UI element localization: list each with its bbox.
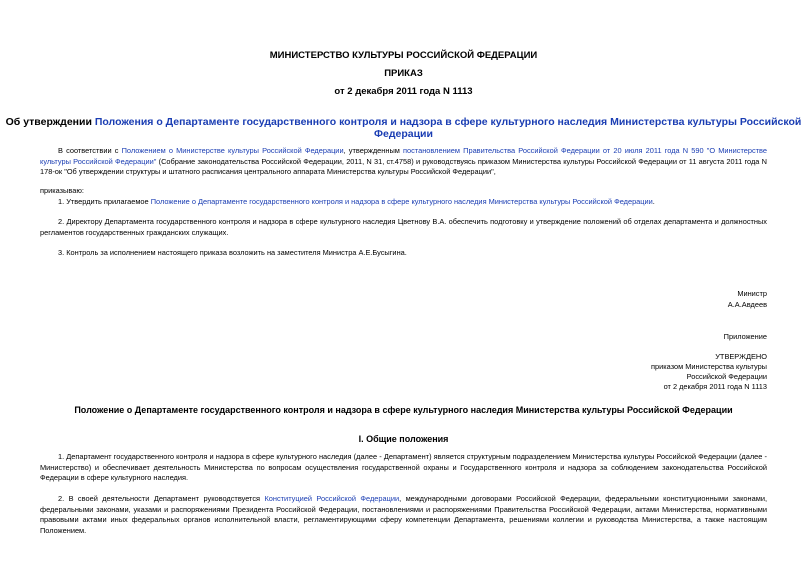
constitution-link[interactable]: Конституцией Российской Федерации: [264, 494, 400, 503]
regulation-paragraph-2: [40, 494, 767, 536]
item-1-link[interactable]: Положение о Департаменте государственного контроля и надзора в сфере культурного наследия Министерства культуры Российской Федерации: [150, 197, 653, 206]
regulation-paragraph-1: [40, 452, 767, 484]
doc-date-heading: от 2 декабря 2011 года N 1113: [334, 86, 473, 97]
regulation-paragraph-1-text: 1. Департамент государственного контроля и надзора в сфере культурного наследия (далее - Департамент) является структурным подразделением Министерства культуры Российской Федерации (далее - Министерство) и обеспечивает деятельность Министерства по вопросам осуществления государственной охраны и Государственного контроля и надзора за соблюдением законодательства Российской Федерации в сфере культурного наследия.: [40, 452, 767, 483]
section-heading: I. Общие положения: [358, 434, 449, 444]
signature-name: А.А.Авдеев: [727, 300, 767, 309]
government-decree-link[interactable]: постановлением Правительства Российской Федерации от 20 июля 2011 года N 590 "О Министерстве культуры Российской Федерации": [40, 146, 768, 166]
doc-title-link[interactable]: Положения о Департаменте государственного контроля и надзора в сфере культурного наследия Министерства культуры Российской Федерации: [94, 116, 802, 140]
order-word: приказываю:: [40, 186, 84, 195]
doc-title-prefix: Об утверждении: [5, 116, 95, 128]
doc-title: [0, 116, 807, 140]
regulation-title: Положение о Департаменте государственного контроля и надзора в сфере культурного наследия Министерства культуры Российской Федерации: [74, 405, 733, 415]
appendix-label: Приложение: [723, 332, 767, 341]
item-2-text: 2. Директору Департамента государственного контроля и надзора в сфере культурного наследия Цветнову В.А. обеспечить подготовку и утверждение положений об отделах департамента и должностных регламентов государственных гражданских служащих.: [40, 217, 767, 237]
approved-line-2: Российской Федерации: [686, 372, 767, 381]
item-3: [40, 248, 767, 259]
preamble-text-1: В соответствии с: [58, 146, 122, 155]
item-1-end: .: [652, 197, 655, 206]
regulation-ministry-link[interactable]: Положением о Министерстве культуры Российской Федерации: [121, 146, 344, 155]
doc-type-heading: ПРИКАЗ: [384, 68, 423, 79]
approved-line-1: приказом Министерства культуры: [651, 362, 767, 371]
ministry-heading: МИНИСТЕРСТВО КУЛЬТУРЫ РОССИЙСКОЙ ФЕДЕРАЦИИ: [269, 50, 538, 61]
preamble-text-2: , утвержденным: [343, 146, 403, 155]
approved-label: УТВЕРЖДЕНО: [715, 352, 767, 361]
preamble-text-3: (Собрание законодательства Российской Федерации, 2011, N 31, ст.4758) и руководствуясь приказом Министерства культуры Российской Федерации от 11 августа 2011 года N 178-ок "Об утверждении структуры и штатного расписания центрального аппарата Министерства культуры Российской Федерации",: [40, 156, 767, 177]
regulation-paragraph-2-rest: , международными договорами Российской Федерации, федеральными конституционными законами, федеральными законами, указами и распоряжениями Президента Российской Федерации, постановлениями и распоряжениями Правительства Российской Федерации, актами Министерства, нормативными правовыми актами иных федеральных органов исполнительной власти, регламентирующими сферу компетенции Департамента, решениями коллегии и руководства Министерства, а также настоящим Положением.: [40, 494, 767, 535]
item-1: [40, 197, 767, 208]
item-2: [40, 217, 767, 238]
approved-line-3: от 2 декабря 2011 года N 1113: [663, 382, 767, 391]
signature-position: Министр: [737, 289, 767, 298]
item-1-text: 1. Утвердить прилагаемое: [58, 197, 151, 206]
item-3-text: 3. Контроль за исполнением настоящего приказа возложить на заместителя Министра А.Е.Бусыгина.: [58, 248, 407, 257]
preamble-paragraph: [40, 146, 767, 178]
regulation-paragraph-2-text: 2. В своей деятельности Департамент руководствуется: [58, 494, 265, 503]
